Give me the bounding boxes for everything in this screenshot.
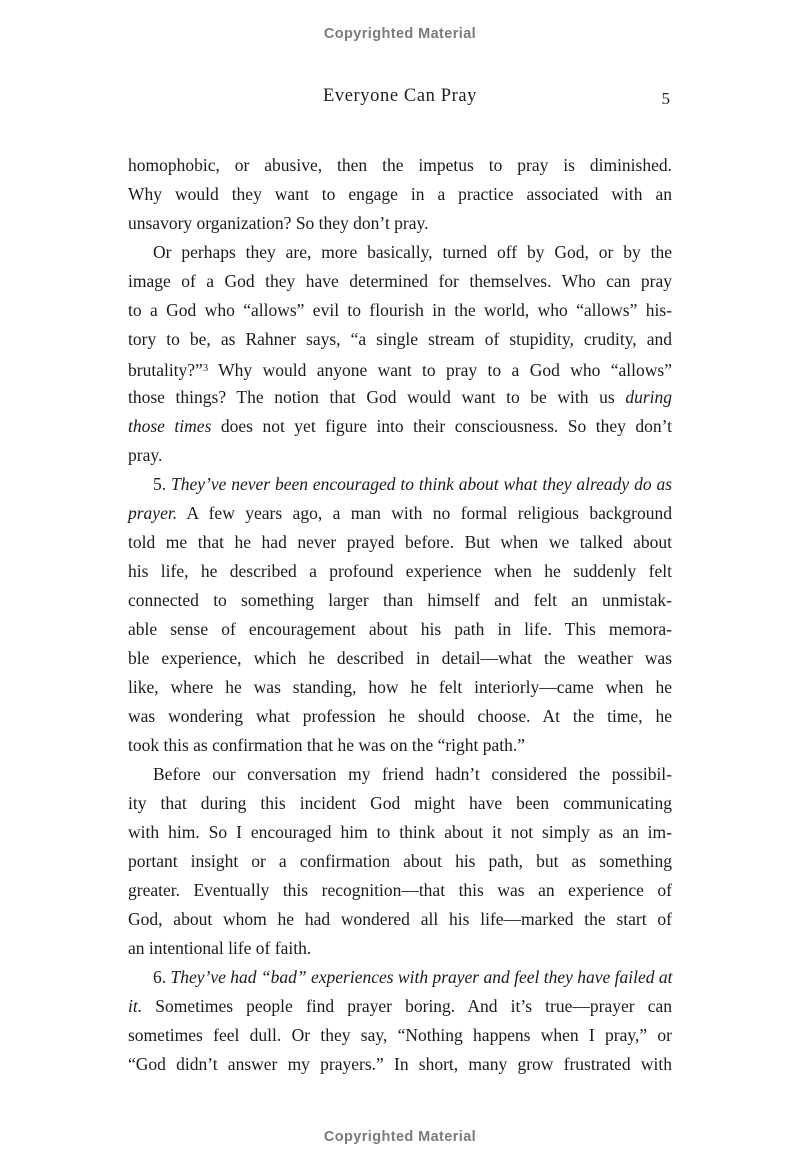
body-line: sometimes feel dull. Or they say, “Nothing happens when I pray,” or (128, 1025, 672, 1045)
body-line: ble experience, which he described in detail—what the weather was (128, 648, 672, 668)
copyright-notice-bottom: Copyrighted Material (323, 1129, 477, 1145)
body-line: an intentional life of faith. (128, 938, 312, 958)
body-line: took this as confirmation that he was on the “right path.” (128, 735, 526, 755)
body-text (128, 151, 672, 1079)
footnote-marker: 3 (202, 363, 209, 374)
running-head-title: Everyone Can Pray (322, 86, 478, 106)
body-line: Why would they want to engage in a practice associated with an (128, 184, 672, 204)
body-line: those things? The notion that God would want to be with us during (128, 387, 672, 407)
italic-text: They’ve had “bad” experiences with prayer and feel they have failed at (170, 967, 673, 987)
body-line: to a God who “allows” evil to flourish in the world, who “allows” his- (128, 300, 672, 320)
body-line: like, where he was standing, how he felt interiorly—came when he (128, 677, 672, 697)
body-line: 5. They’ve never been encouraged to think about what they already do as (153, 474, 672, 494)
body-line: prayer. A few years ago, a man with no formal religious background (128, 503, 672, 523)
copyright-notice-top: Copyrighted Material (323, 26, 477, 42)
body-line: greater. Eventually this recognition—that this was an experience of (128, 880, 672, 900)
body-line: 6. They’ve had “bad” experiences with prayer and feel they have failed at (153, 967, 673, 987)
italic-text: during (625, 387, 672, 407)
body-line: homophobic, or abusive, then the impetus to pray is diminished. (128, 155, 672, 175)
body-line: portant insight or a confirmation about his path, but as something (128, 851, 672, 871)
italic-text: those times (128, 416, 212, 436)
body-line: God, about whom he had wondered all his life—marked the start of (128, 909, 672, 929)
body-line: told me that he had never prayed before. But when we talked about (128, 532, 672, 552)
body-line: able sense of encouragement about his path in life. This memora- (128, 619, 672, 639)
body-line: unsavory organization? So they don’t pray. (128, 213, 429, 233)
body-line: connected to something larger than himself and felt an unmistak- (128, 590, 672, 610)
body-line: ity that during this incident God might have been communicating (128, 793, 672, 813)
body-line: his life, he described a profound experience when he suddenly felt (128, 561, 672, 581)
body-line: Or perhaps they are, more basically, turned off by God, or by the (153, 242, 672, 262)
body-line: tory to be, as Rahner says, “a single stream of stupidity, crudity, and (128, 329, 672, 349)
body-line: image of a God they have determined for themselves. Who can pray (128, 271, 672, 291)
body-line: “God didn’t answer my prayers.” In short, many grow frustrated with (128, 1054, 672, 1074)
italic-text: it. (128, 996, 143, 1016)
body-line: those times does not yet figure into their consciousness. So they don’t (128, 416, 672, 436)
body-line: Before our conversation my friend hadn’t considered the possibil- (153, 764, 672, 784)
body-line: was wondering what profession he should choose. At the time, he (128, 706, 672, 726)
body-line: it. Sometimes people find prayer boring. And it’s true—prayer can (128, 996, 672, 1016)
body-line: pray. (128, 445, 163, 465)
body-line: with him. So I encouraged him to think about it not simply as an im- (128, 822, 672, 842)
italic-text: They’ve never been encouraged to think about what they already do as (171, 474, 672, 494)
page-number: 5 (661, 89, 670, 108)
body-line: brutality?”$^3$ Why would anyone want to pray to a God who “allows” (128, 360, 672, 380)
running-head (128, 86, 672, 112)
italic-text: prayer. (128, 503, 178, 523)
